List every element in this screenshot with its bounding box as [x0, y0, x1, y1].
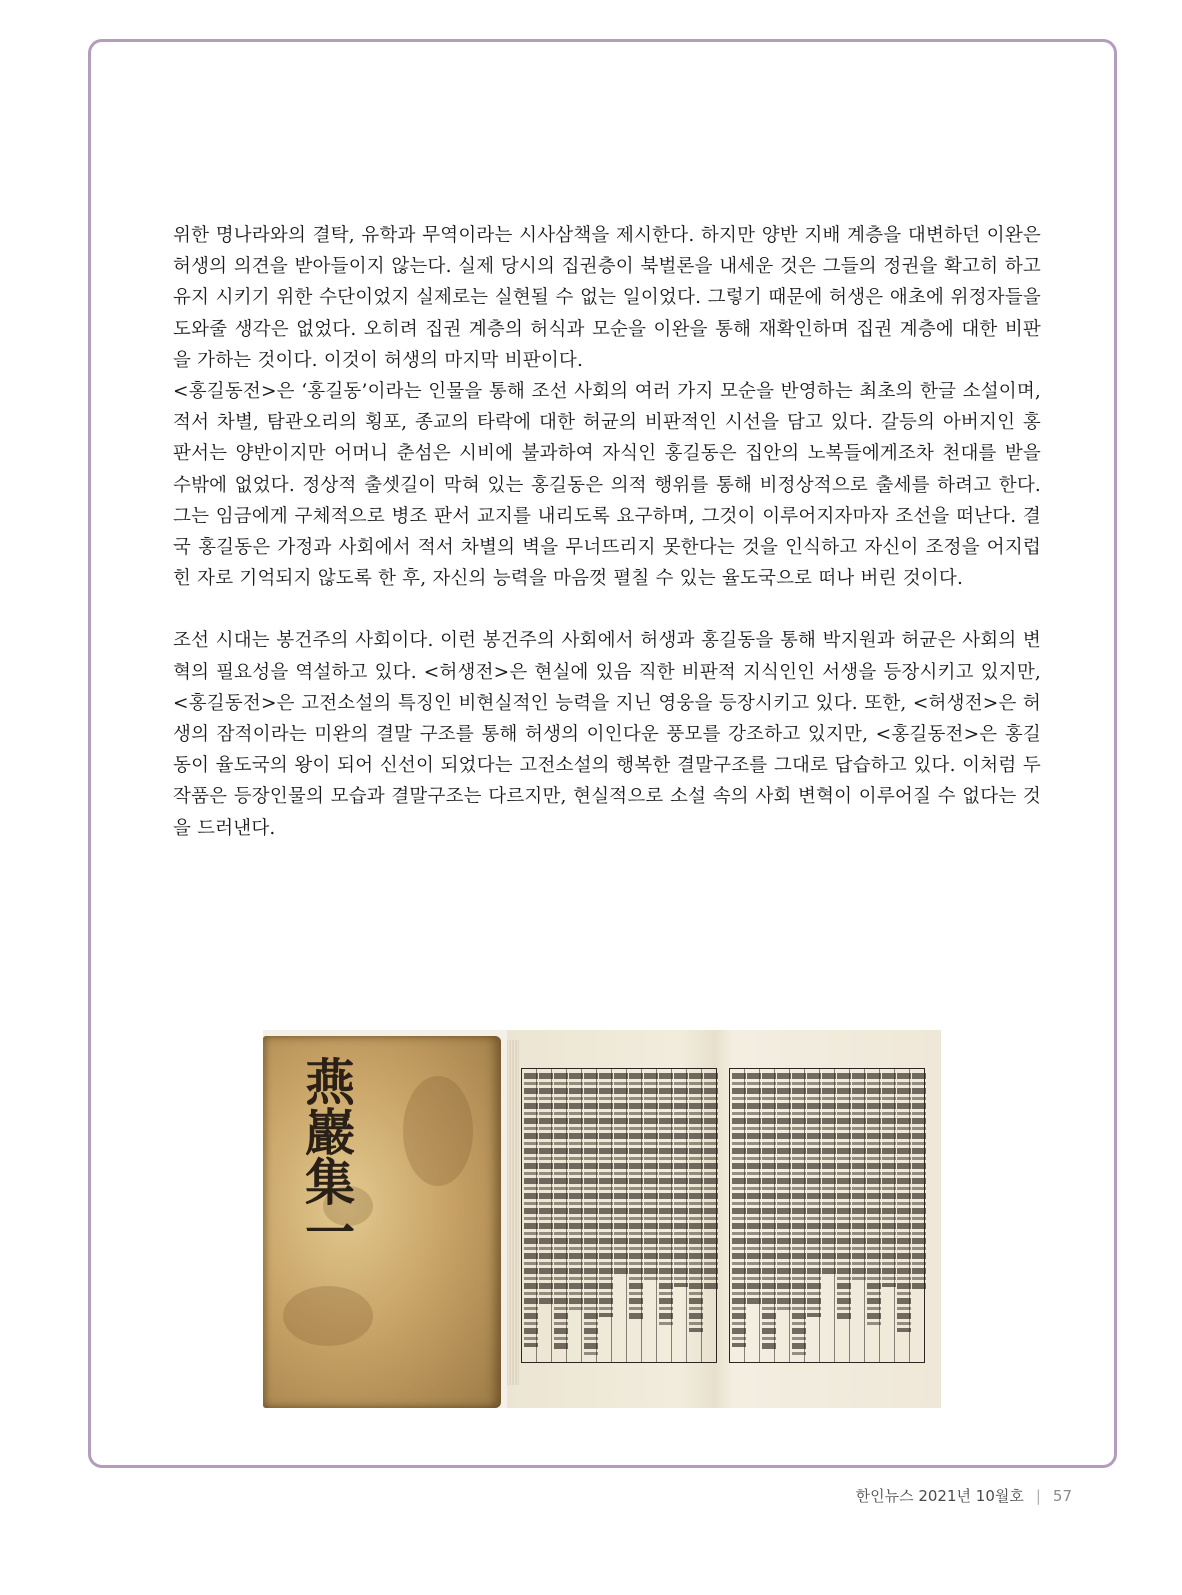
hanja-text-column	[629, 1073, 643, 1322]
footer-separator: |	[1035, 1486, 1041, 1505]
hanja-text-column	[689, 1073, 703, 1332]
hanja-text-column	[777, 1073, 791, 1312]
hanja-text-column	[704, 1073, 718, 1292]
yeonam-book-photo	[263, 1030, 941, 1408]
paragraph-conclusion: 조선 시대는 봉건주의 사회이다. 이런 봉건주의 사회에서 허생과 홍길동을 통해 박지원과 허균은 사회의 변혁의 필요성을 역설하고 있다. <허생전>은 현실에 있음 직한 비판적 지식인인 서생을 등장시키고 있지만, <홍길동전>은 고전소설의 특징인 비현실적인 능력을 지닌 영웅을 등장시키고 있다. 또한, <허생전>은 허생의 잠적이라는 미완의 결말 구조를 통해 허생의 이인다운 풍모를 강조하고 있지만, <홍길동전>은 홍길동이 율도국의 왕이 되어 신선이 되었다는 고전소설의 행복한 결말구조를 그대로 답습하고 있다. 이처럼 두 작품은 등장인물의 모습과 결말구조는 다르지만, 현실적으로 소설 속의 사회 변혁이 이루어질 수 없다는 것을 드러낸다.	[173, 630, 1041, 839]
hanja-text-column	[837, 1073, 851, 1322]
hanja-text-column	[732, 1073, 746, 1347]
hanja-text-column	[539, 1073, 553, 1307]
right-page-text	[729, 1068, 925, 1363]
hanja-text-column	[822, 1073, 836, 1277]
hanja-text-column	[569, 1073, 583, 1312]
hanja-text-column	[762, 1073, 776, 1352]
hanja-text-column	[584, 1073, 598, 1357]
hanja-text-column	[867, 1073, 881, 1327]
publication-name: 한인뉴스 2021년 10월호	[855, 1487, 1024, 1505]
hanja-text-column	[897, 1073, 911, 1332]
page-edge	[507, 1040, 519, 1385]
hanja-text-column	[644, 1073, 658, 1282]
hanja-text-column	[747, 1073, 761, 1307]
page-number: 57	[1052, 1486, 1072, 1505]
left-page-text	[521, 1068, 717, 1363]
paragraph-hurself-critique: 위한 명나라와의 결탁, 유학과 무역이라는 시사삼책을 제시한다. 하지만 양반 지배 계층을 대변하던 이완은 허생의 의견을 받아들이지 않는다. 실제 당시의 집권층이 북벌론을 내세운 것은 그들의 정권을 확고히 하고 유지 시키기 위한 수단이었지 실제로는 실현될 수 없는 일이었다. 그렇기 때문에 허생은 애초에 위정자들을 도와줄 생각은 없었다. 오히려 집권 계층의 허식과 모순을 이완을 통해 재확인하며 집권 계층에 대한 비판을 가하는 것이다. 이것이 허생의 마지막 비판이다.	[173, 225, 1041, 371]
article-body	[173, 220, 1041, 844]
hanja-text-column	[554, 1073, 568, 1352]
hanja-text-column	[659, 1073, 673, 1327]
page-footer	[856, 1485, 1072, 1506]
open-book-pages	[507, 1030, 941, 1408]
paragraph-spacer	[173, 594, 1041, 625]
hanja-text-column	[599, 1073, 613, 1317]
hanja-text-column	[852, 1073, 866, 1282]
book-cover	[263, 1036, 501, 1408]
hanja-text-column	[614, 1073, 628, 1277]
paragraph-hong-gildong: <홍길동전>은 ‘홍길동’이라는 인물을 통해 조선 사회의 여러 가지 모순을 반영하는 최초의 한글 소설이며, 적서 차별, 탐관오리의 횡포, 종교의 타락에 대한 허균의 비판적인 시선을 담고 있다. 갈등의 아버지인 홍 판서는 양반이지만 어머니 춘섬은 시비에 불과하여 자식인 홍길동은 집안의 노복들에게조차 천대를 받을 수밖에 없었다. 정상적 출셋길이 막혀 있는 홍길동은 의적 행위를 통해 비정상적으로 출세를 하려고 한다. 그는 임금에게 구체적으로 병조 판서 교지를 내리도록 요구하며, 그것이 이루어지자마자 조선을 떠난다. 결국 홍길동은 가정과 사회에서 적서 차별의 벽을 무너뜨리지 못한다는 것을 인식하고 자신이 조정을 어지럽힌 자로 기억되지 않도록 한 후, 자신의 능력을 마음껏 펼칠 수 있는 율도국으로 떠나 버린 것이다.	[173, 381, 1041, 590]
hanja-text-column	[807, 1073, 821, 1317]
hanja-text-column	[912, 1073, 926, 1292]
hanja-text-column	[674, 1073, 688, 1287]
cover-title: 燕巖集一	[297, 1056, 356, 1256]
hanja-text-column	[882, 1073, 896, 1287]
hanja-text-column	[524, 1073, 538, 1347]
hanja-text-column	[792, 1073, 806, 1357]
